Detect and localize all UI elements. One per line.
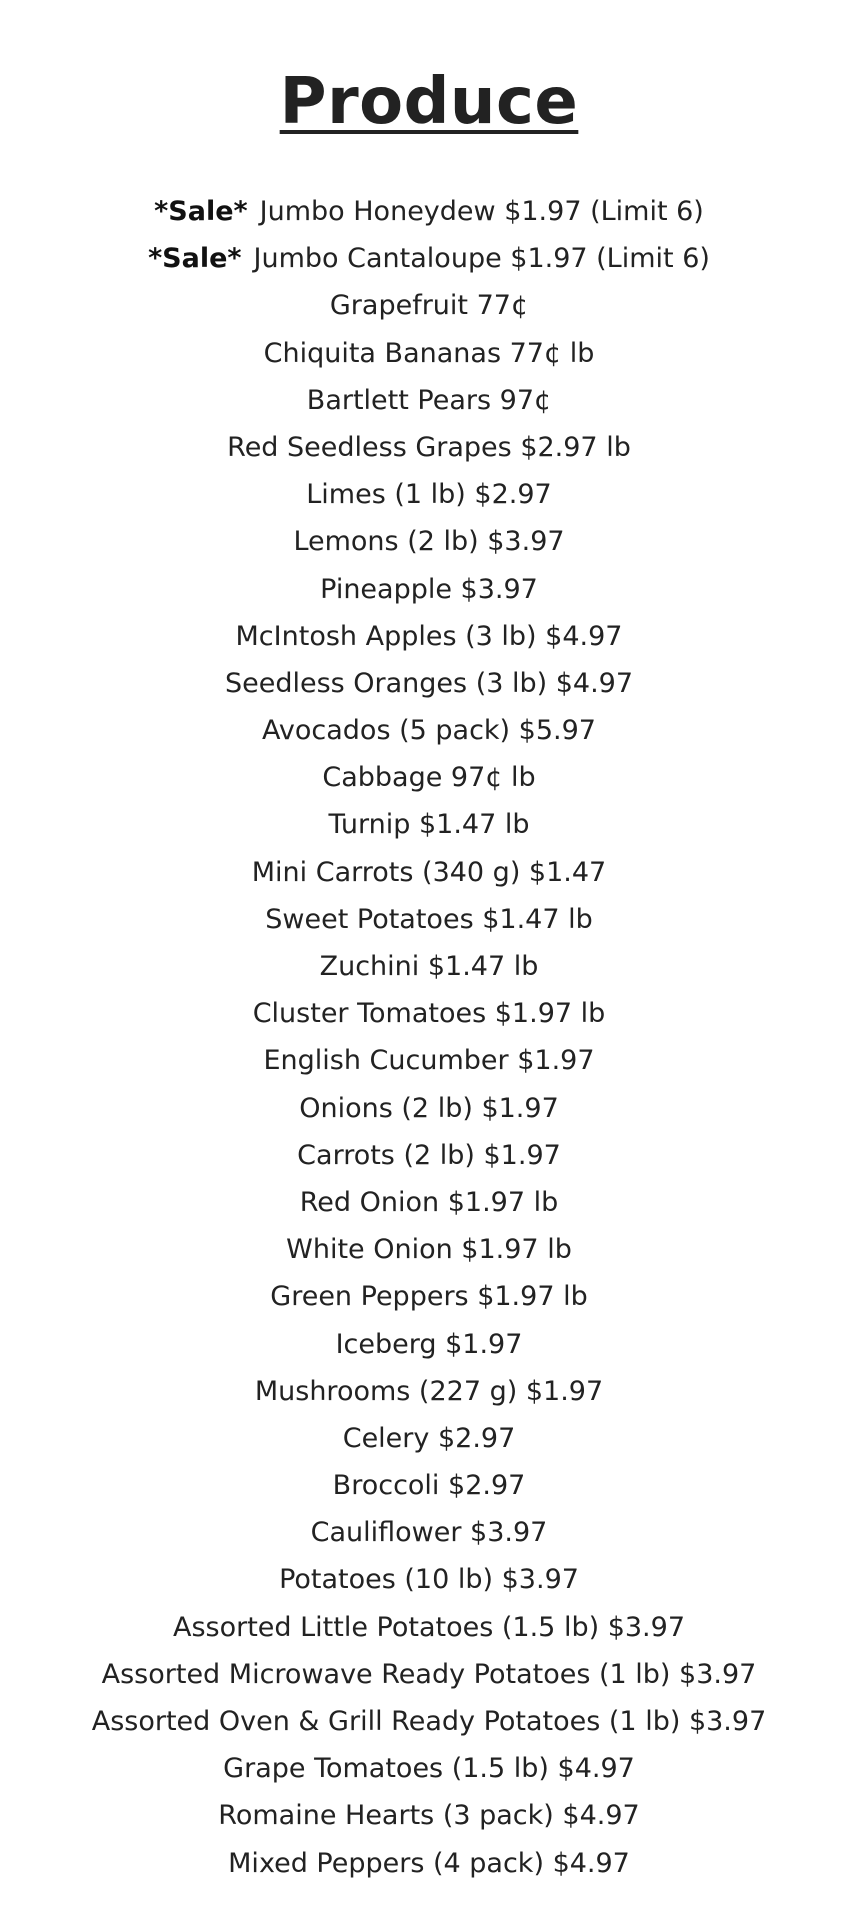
item-text: Zuchini $1.47 lb (319, 951, 539, 982)
list-item (0, 896, 858, 943)
item-text: Mushrooms (227 g) $1.97 (254, 1375, 604, 1407)
produce-list (0, 188, 858, 1887)
list-item (0, 1085, 858, 1132)
list-item (0, 990, 858, 1037)
list-item (0, 377, 858, 424)
sale-badge: *Sale* (154, 196, 248, 227)
list-item (0, 1462, 858, 1509)
list-item (0, 613, 858, 660)
item-text: Cabbage 97¢ lb (322, 762, 536, 794)
item-text: Avocados (5 pack) $5.97 (262, 715, 596, 747)
item-text: English Cucumber $1.97 (263, 1045, 595, 1077)
item-text: Potatoes (10 lb) $3.97 (279, 1564, 579, 1596)
item-text: Grape Tomatoes (1.5 lb) $4.97 (223, 1753, 635, 1785)
item-text: Jumbo Honeydew $1.97 (Limit 6) (259, 196, 704, 227)
list-item (0, 801, 858, 848)
item-text: Red Seedless Grapes $2.97 lb (227, 431, 631, 463)
list-item (0, 235, 858, 282)
item-text: Assorted Oven & Grill Ready Potatoes (1 lb) $3.97 (91, 1706, 767, 1737)
page-title: Produce (279, 65, 579, 139)
list-item (0, 330, 858, 377)
item-text: Green Peppers $1.97 lb (270, 1281, 588, 1313)
item-text: Assorted Microwave Ready Potatoes (1 lb) $3.97 (101, 1658, 757, 1690)
item-text: Cluster Tomatoes $1.97 lb (252, 998, 606, 1030)
item-text: Red Onion $1.97 lb (299, 1186, 559, 1218)
list-item (0, 1132, 858, 1179)
item-text: Sweet Potatoes $1.47 lb (265, 903, 593, 935)
item-text: Limes (1 lb) $2.97 (306, 479, 552, 511)
item-text: Broccoli $2.97 (332, 1470, 526, 1502)
list-item (0, 754, 858, 801)
list-item (0, 566, 858, 613)
list-item (0, 1792, 858, 1839)
list-item (0, 471, 858, 518)
item-text: McIntosh Apples (3 lb) $4.97 (235, 620, 623, 652)
list-item (0, 518, 858, 565)
list-item (0, 1745, 858, 1792)
list-item (0, 943, 858, 990)
item-text: Bartlett Pears 97¢ (306, 384, 552, 416)
item-text: Celery $2.97 (342, 1422, 516, 1454)
list-item (0, 424, 858, 471)
list-item (0, 1226, 858, 1273)
item-text: Mixed Peppers (4 pack) $4.97 (228, 1847, 630, 1879)
list-item (0, 1840, 858, 1887)
list-item (0, 849, 858, 896)
item-text: Pineapple $3.97 (320, 573, 538, 605)
item-text: White Onion $1.97 lb (286, 1234, 572, 1266)
item-text: Mini Carrots (340 g) $1.47 (251, 856, 607, 888)
list-item (0, 1368, 858, 1415)
item-text: Grapefruit 77¢ (329, 290, 529, 322)
item-text: Onions (2 lb) $1.97 (299, 1092, 559, 1124)
list-item (0, 660, 858, 707)
list-item (0, 1321, 858, 1368)
list-item (0, 1651, 858, 1698)
list-item (0, 1415, 858, 1462)
item-text: Lemons (2 lb) $3.97 (293, 526, 565, 558)
list-item (0, 1037, 858, 1084)
item-text: Carrots (2 lb) $1.97 (297, 1139, 561, 1171)
list-item (0, 1604, 858, 1651)
item-text: Chiquita Bananas 77¢ lb (263, 337, 595, 369)
item-text: Turnip $1.47 lb (328, 809, 530, 841)
list-item (0, 1556, 858, 1603)
list-item (0, 1179, 858, 1226)
list-item (0, 1698, 858, 1745)
list-item (0, 282, 858, 329)
list-item (0, 707, 858, 754)
item-text: Cauliflower $3.97 (310, 1517, 548, 1549)
list-item (0, 188, 858, 235)
item-text: Seedless Oranges (3 lb) $4.97 (224, 667, 634, 699)
item-text: Assorted Little Potatoes (1.5 lb) $3.97 (173, 1611, 685, 1643)
list-item (0, 1273, 858, 1320)
item-text: Romaine Hearts (3 pack) $4.97 (218, 1800, 640, 1832)
sale-badge: *Sale* (148, 243, 242, 275)
list-item (0, 1509, 858, 1556)
item-text: Jumbo Cantaloupe $1.97 (Limit 6) (253, 243, 710, 275)
item-text: Iceberg $1.97 (335, 1328, 523, 1360)
